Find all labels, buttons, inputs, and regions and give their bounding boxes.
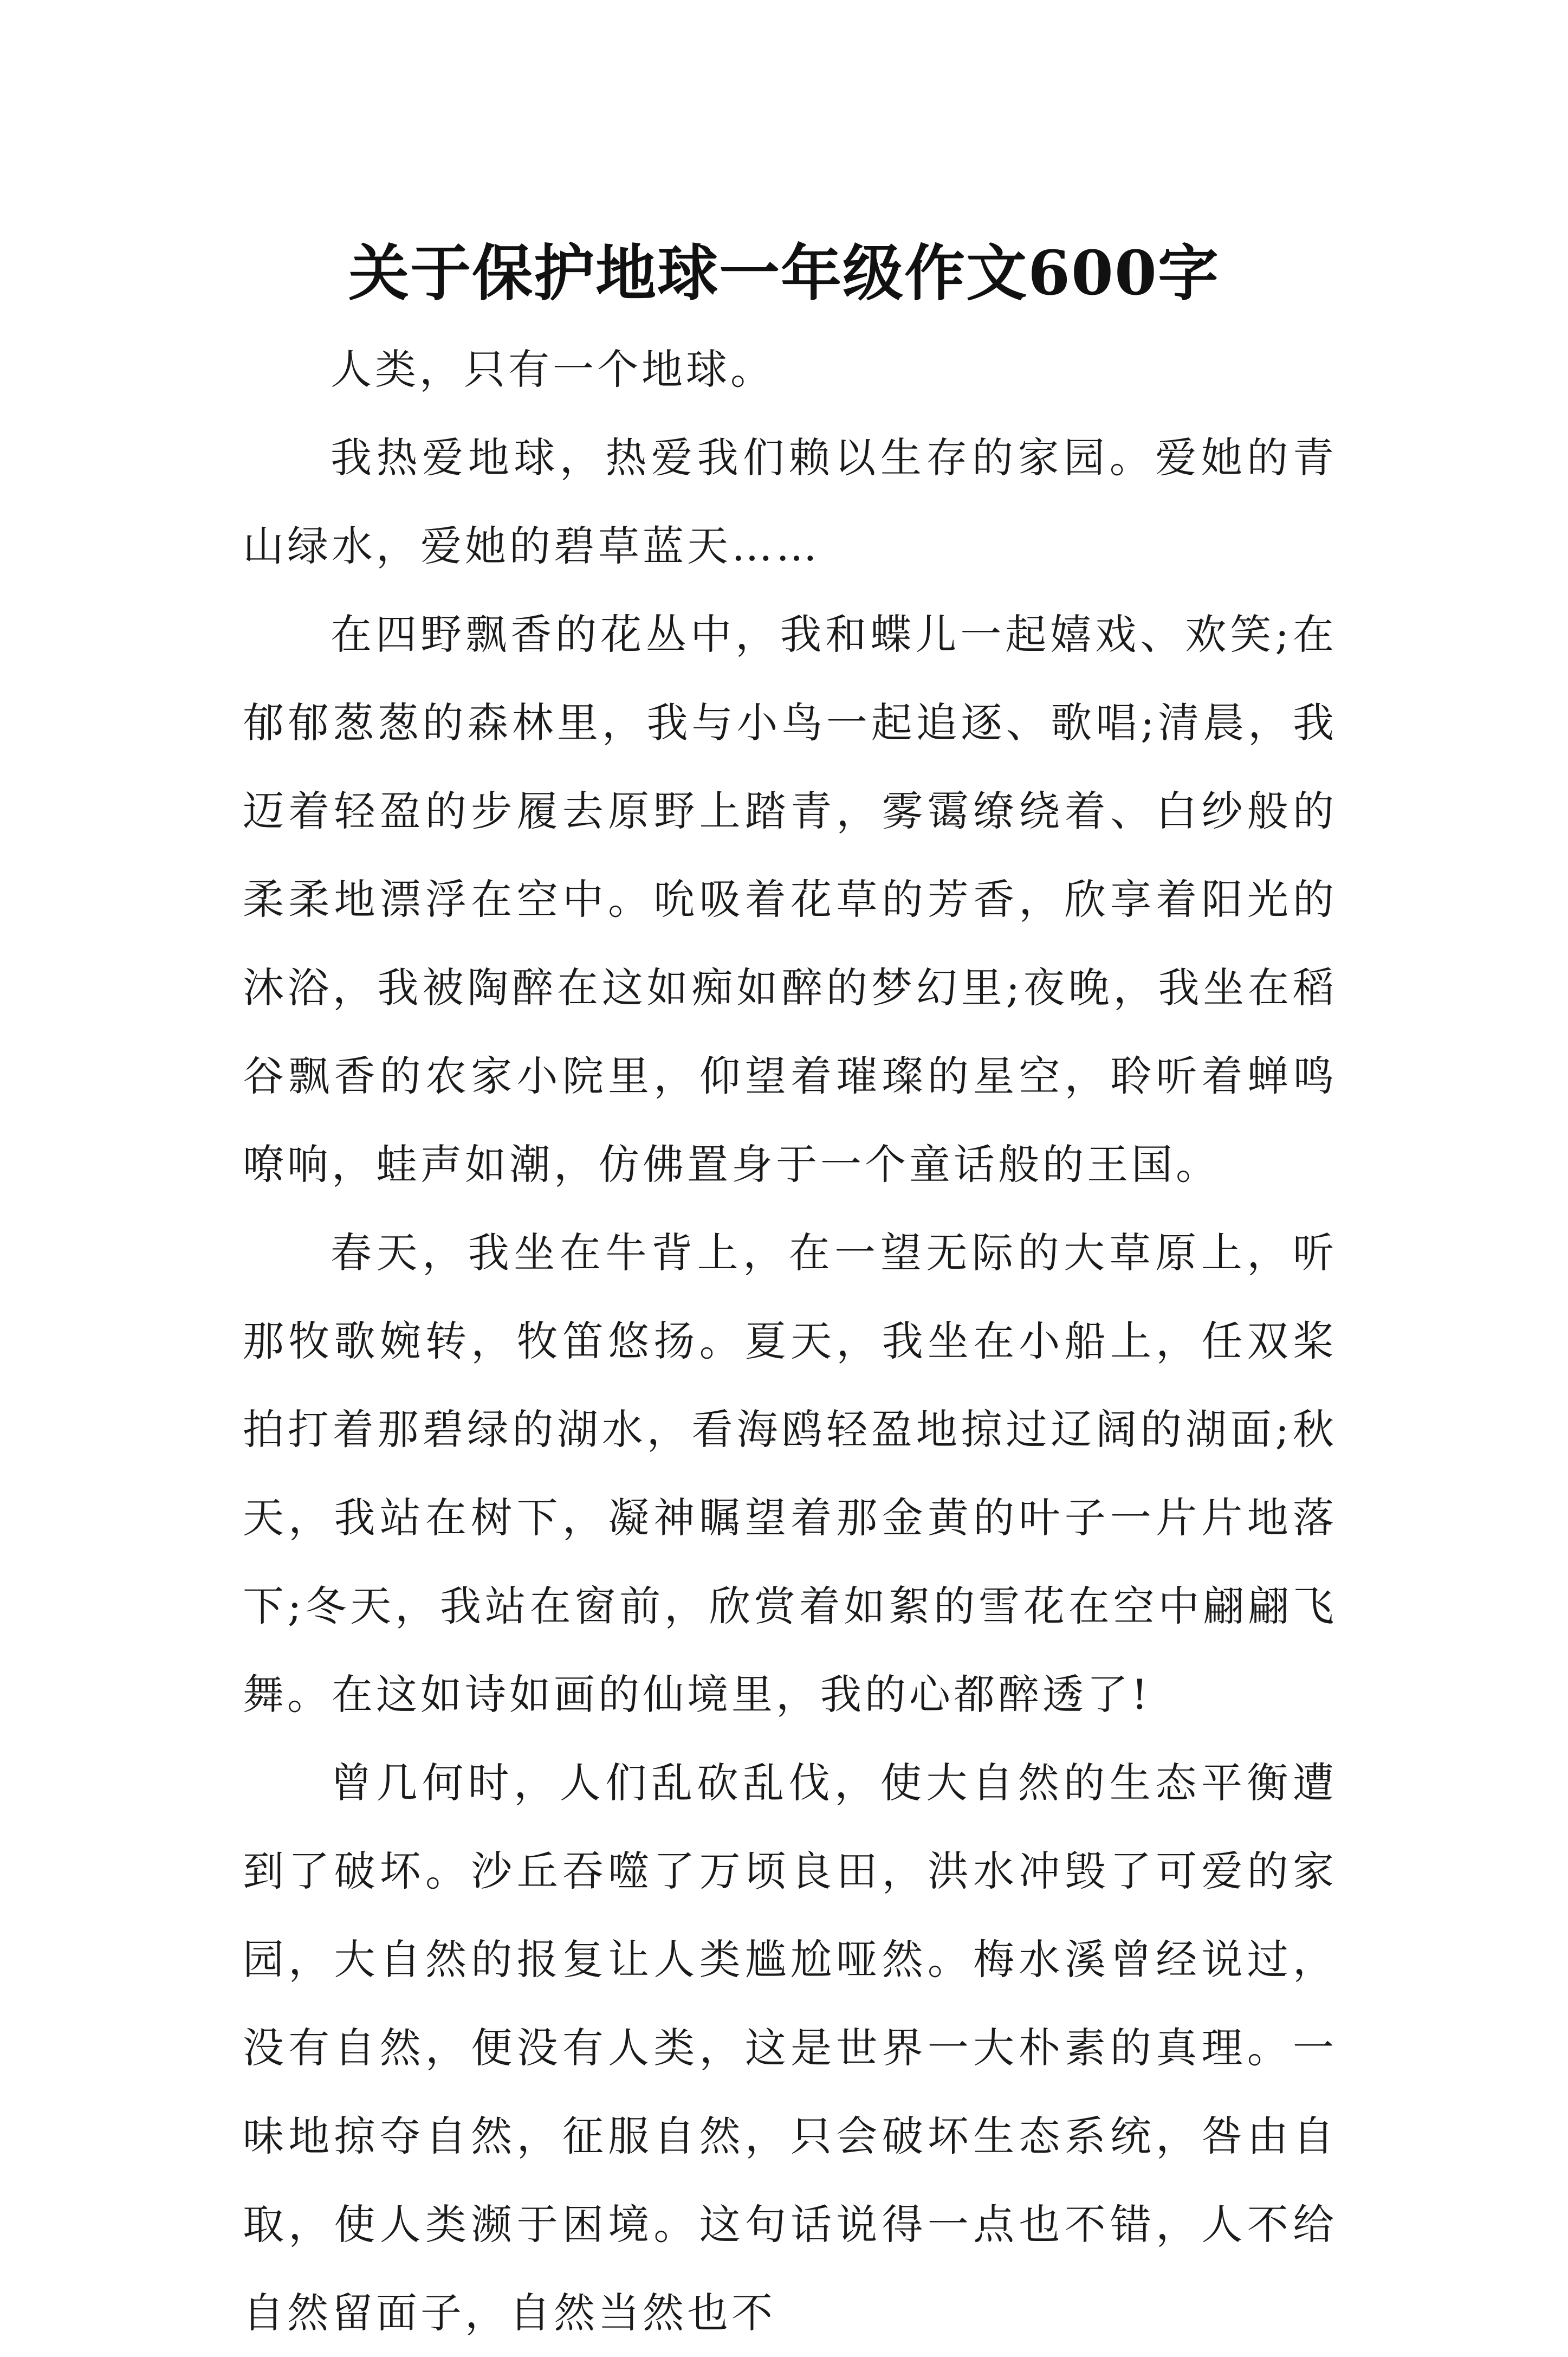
paragraph-5: 曾几何时，人们乱砍乱伐，使大自然的生态平衡遭到了破坏。沙丘吞噬了万顷良田，洪水冲毁了可爱的家园，大自然的报复让人类尴尬哑然。梅水溪曾经说过，没有自然，便没有人类，这是世界一大朴素的真理。一味地掠夺自然，征服自然，只会破坏生态系统，咎由自取，使人类濒于困境。这句话说得一点也不错，人不给自然留面子，自然当然也不 [243, 1759, 1337, 2337]
paragraph-1: 人类，只有一个地球。 [331, 345, 775, 393]
paragraph-4: 春天，我坐在牛背上，在一望无际的大草原上，听那牧歌婉转，牧笛悠扬。夏天，我坐在小船上，任双桨拍打着那碧绿的湖水，看海鸥轻盈地掠过辽阔的湖面;秋天，我站在树下，凝神瞩望着那金黄的叶子一片片地落下;冬天，我站在窗前，欣赏着如絮的雪花在空中翩翩飞舞。在这如诗如画的仙境里，我的心都醉透了! [243, 1229, 1337, 1719]
paragraph-2: 我热爱地球，热爱我们赖以生存的家园。爱她的青山绿水，爱她的碧草蓝天…… [243, 434, 1337, 570]
document-title: 关于保护地球一年级作文600字 [348, 238, 1220, 309]
paragraph-3: 在四野飘香的花丛中，我和蝶儿一起嬉戏、欢笑;在郁郁葱葱的森林里，我与小鸟一起追逐、歌唱;清晨，我迈着轻盈的步履去原野上踏青，雾霭缭绕着、白纱般的柔柔地漂浮在空中。吮吸着花草的芳香，欣享着阳光的沐浴，我被陶醉在这如痴如醉的梦幻里;夜晚，我坐在稻谷飘香的农家小院里，仰望着璀璨的星空，聆听着蝉鸣嘹响，蛙声如潮，仿佛置身于一个童话般的王国。 [243, 610, 1337, 1189]
document-body [243, 325, 1337, 2357]
